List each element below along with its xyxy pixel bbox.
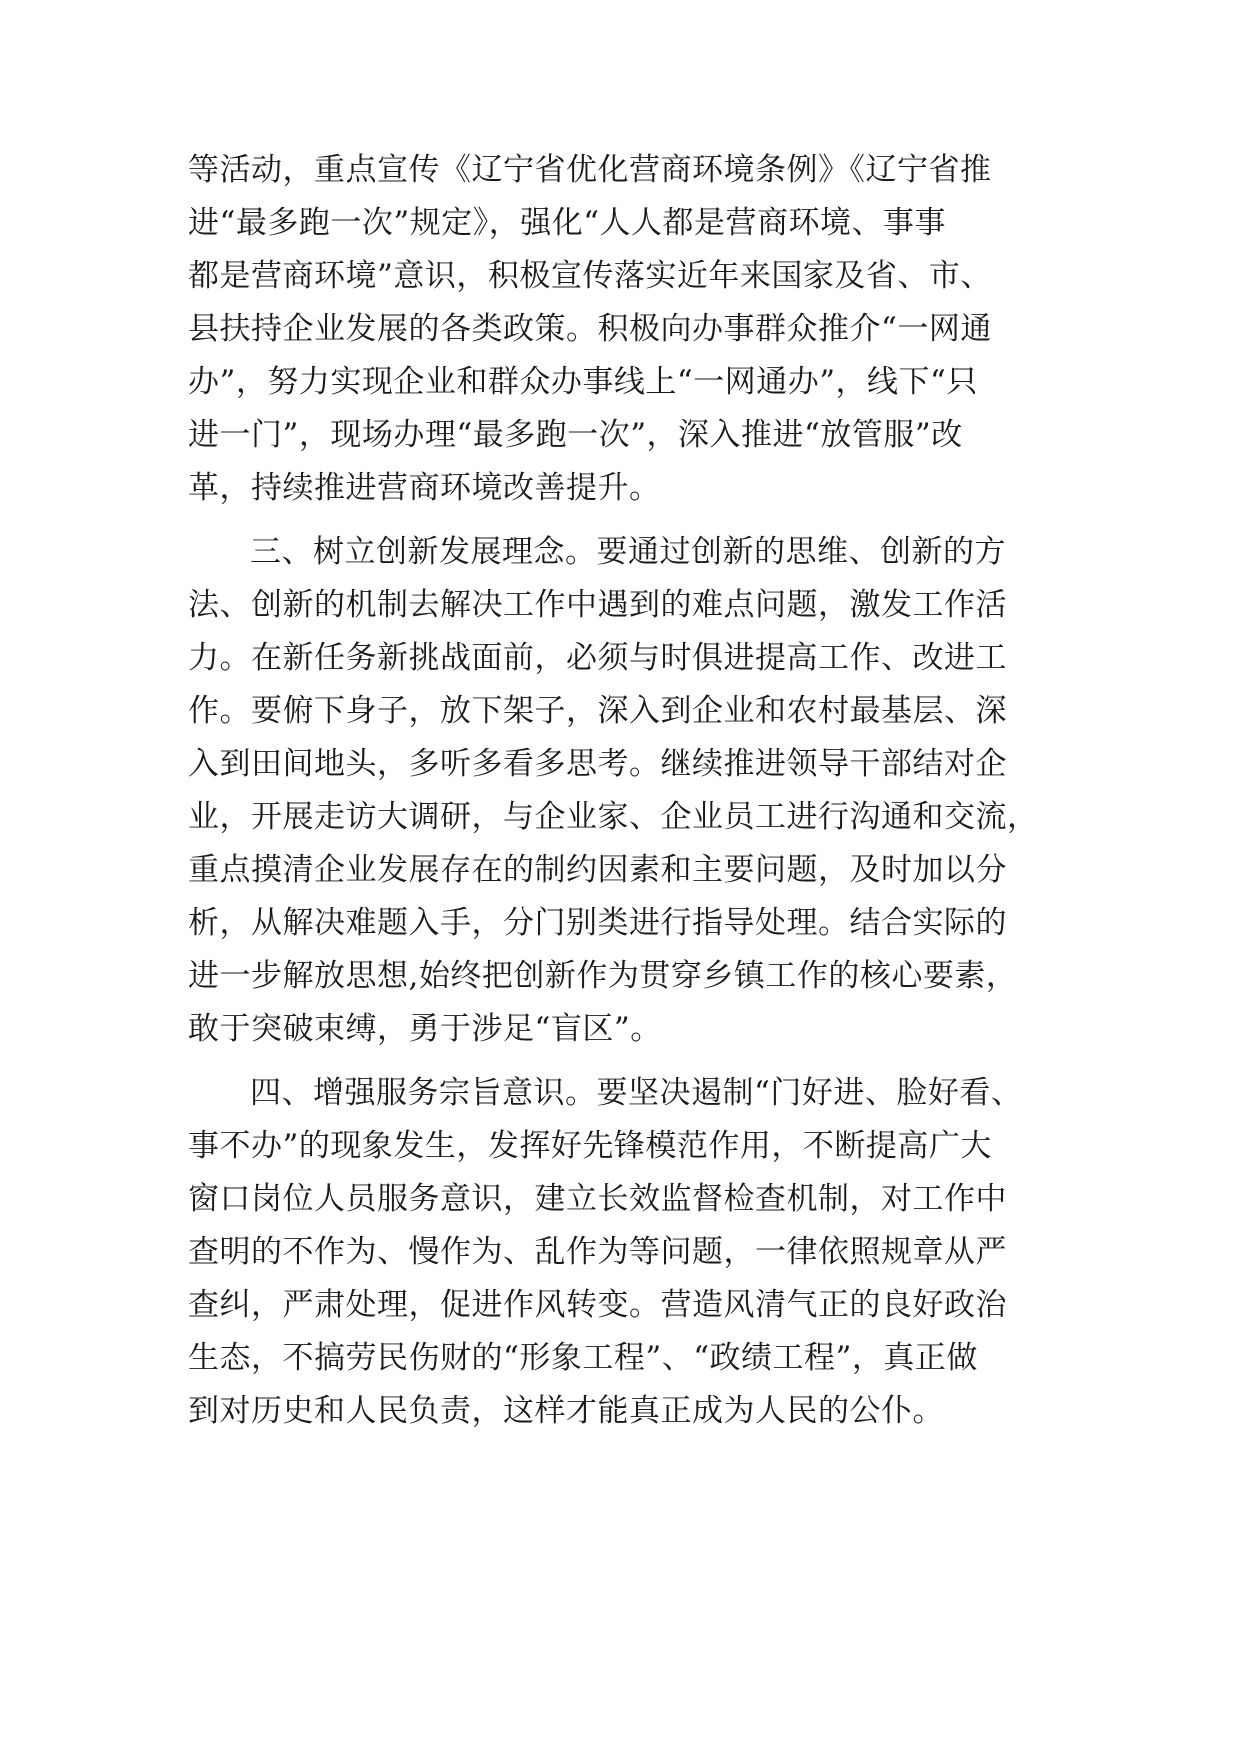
- text-line: 等活动，重点宣传《辽宁省优化营商环境条例》《辽宁省推: [188, 152, 992, 188]
- text-line: 析，从解决难题入手，分门别类进行指导处理。结合实际的: [188, 905, 1007, 941]
- text-line: 生态，不搞劳民伤财的“形象工程”、“政绩工程”，真正做: [188, 1340, 978, 1376]
- text-line: 进“最多跑一次”规定》，强化“人人都是营商环境、事事: [188, 205, 947, 241]
- text-line: 革，持续推进营商环境改善提升。: [188, 470, 661, 506]
- text-line: 进一步解放思想,始终把创新作为贯穿乡镇工作的核心要素，: [188, 958, 1018, 994]
- text-line: 力。在新任务新挑战面前，必须与时俱进提高工作、改进工: [188, 640, 1007, 676]
- section-heading-line: 四、增强服务宗旨意识。要坚决遏制“门好进、脸好看、: [250, 1075, 1023, 1111]
- text-line: 到对历史和人民负责，这样才能真正成为人民的公仆。: [188, 1393, 944, 1429]
- section-heading-line: 三、树立创新发展理念。要通过创新的思维、创新的方: [250, 534, 1006, 570]
- text-line: 法、创新的机制去解决工作中遇到的难点问题，激发工作活: [188, 587, 1007, 623]
- text-line: 事不办”的现象发生，发挥好先锋模范作用，不断提高广大: [188, 1128, 992, 1164]
- text-line: 县扶持企业发展的各类政策。积极向办事群众推介“一网通: [188, 311, 992, 347]
- text-line: 查纠，严肃处理，促进作风转变。营造风清气正的良好政治: [188, 1287, 1007, 1323]
- text-line: 重点摸清企业发展存在的制约因素和主要问题，及时加以分: [188, 852, 1007, 888]
- text-line: 进一门”，现场办理“最多跑一次”，深入推进“放管服”改: [188, 417, 963, 453]
- text-line: 敢于突破束缚，勇于涉足“盲区”。: [188, 1011, 662, 1047]
- text-line: 办”，努力实现企业和群众办事线上“一网通办”，线下“只: [188, 364, 978, 400]
- text-line: 窗口岗位人员服务意识，建立长效监督检查机制，对工作中: [188, 1181, 1007, 1217]
- text-line: 都是营商环境”意识，积极宣传落实近年来国家及省、市、: [188, 258, 992, 294]
- text-line: 查明的不作为、慢作为、乱作为等问题，一律依照规章从严: [188, 1234, 1007, 1270]
- text-line: 业，开展走访大调研，与企业家、企业员工进行沟通和交流，: [188, 799, 1039, 835]
- text-line: 入到田间地头，多听多看多思考。继续推进领导干部结对企: [188, 746, 1007, 782]
- text-line: 作。要俯下身子，放下架子，深入到企业和农村最基层、深: [188, 693, 1007, 729]
